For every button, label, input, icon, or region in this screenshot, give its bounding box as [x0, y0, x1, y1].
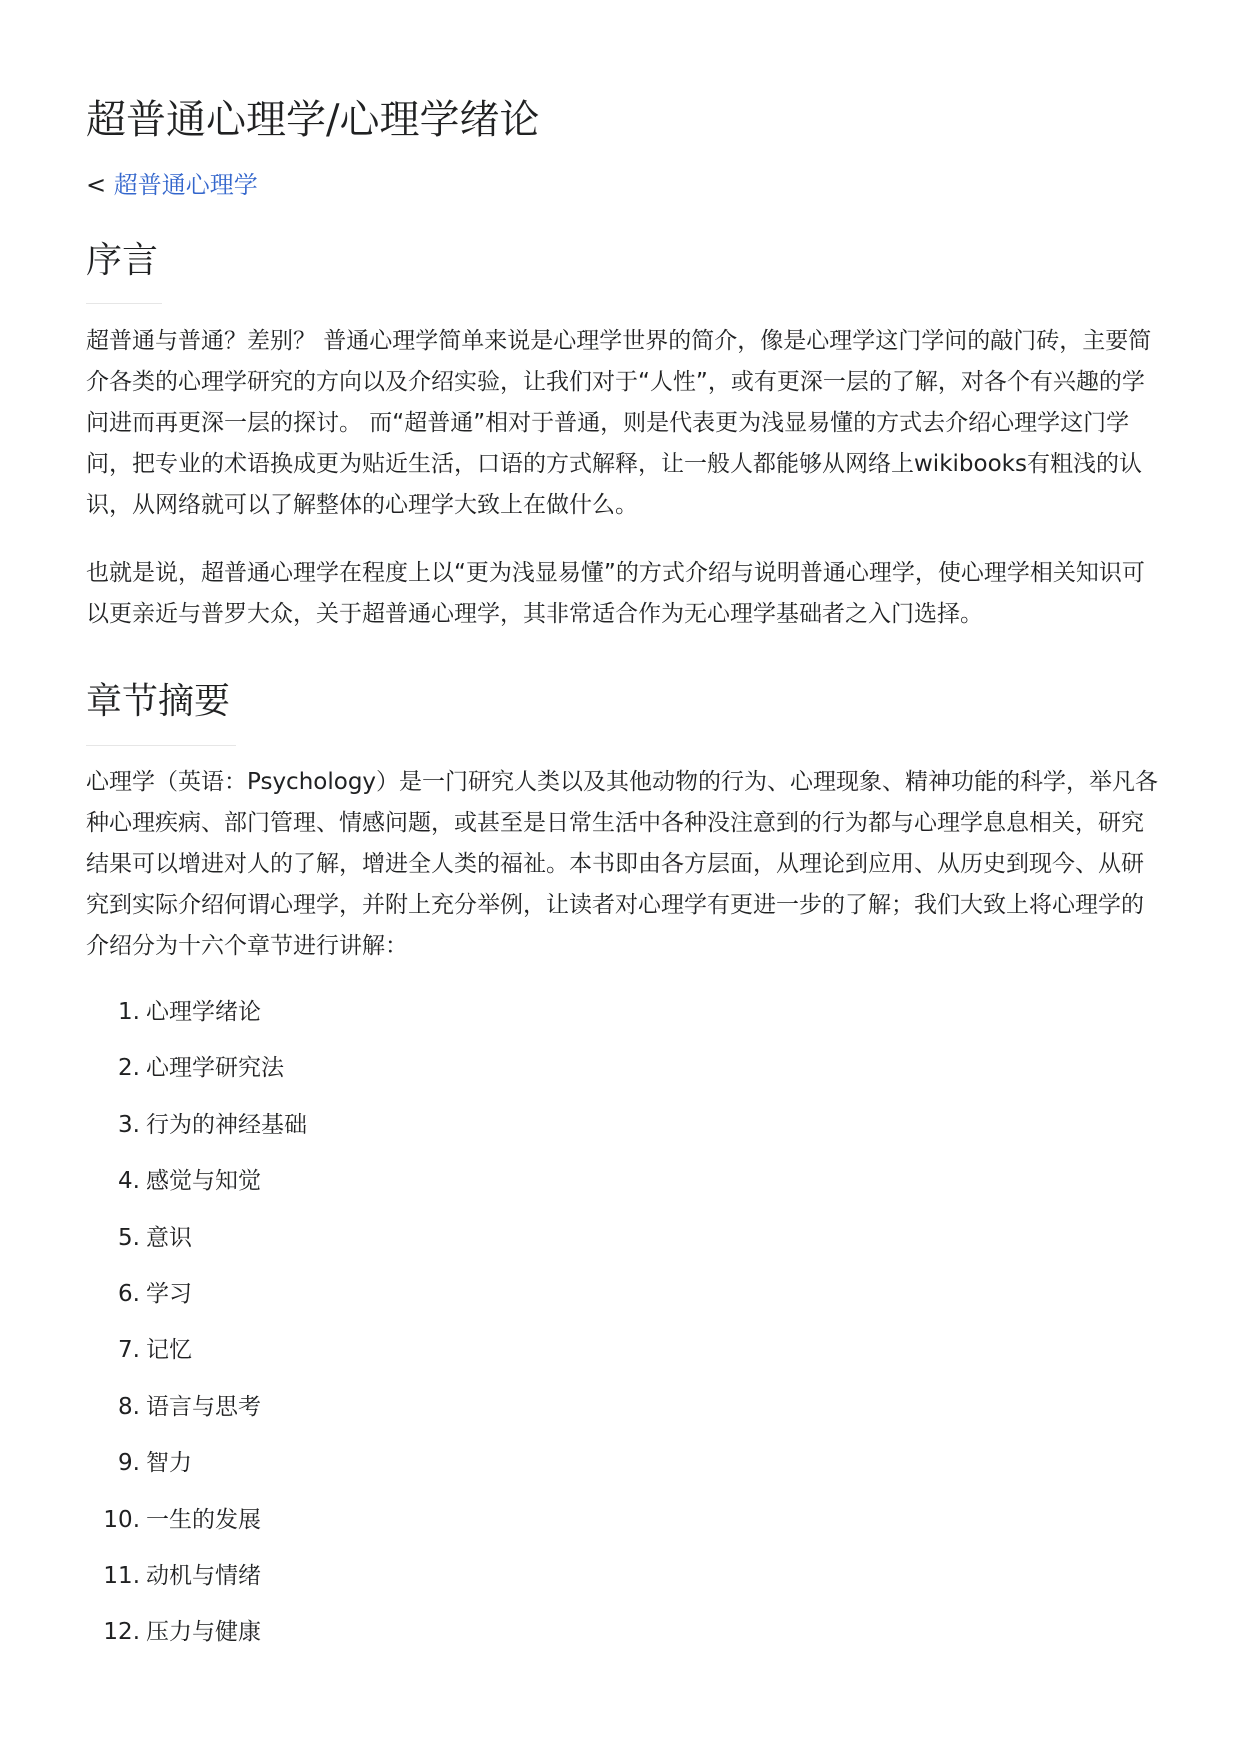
summary-paragraph: 心理学（英语：Psychology）是一门研究人类以及其他动物的行为、心理现象、精神功能的科学，举凡各种心理疾病、部门管理、情感问题，或甚至是日常生活中各种没注意到的行为都与心理学息息相关，研究结果可以增进对人的了解，增进全人类的福祉。本书即由各方层面，从理论到应用、从历史到现今、从研究到实际介绍何谓心理学，并附上充分举例，让读者对心理学有更进一步的了解；我们大致上将心理学的介绍分为十六个章节进行讲解：	[86, 769, 1159, 959]
chapter-item	[86, 1105, 307, 1161]
chapter-label: 动机与情绪	[146, 1562, 261, 1589]
breadcrumb-prefix: <	[86, 171, 114, 199]
chapter-label: 智力	[146, 1450, 192, 1477]
chapter-label: 心理学绪论	[146, 999, 261, 1025]
chapter-item	[86, 1161, 307, 1217]
breadcrumb	[86, 168, 258, 202]
chapter-label: 压力与健康	[146, 1619, 261, 1646]
chapter-label: 感觉与知觉	[146, 1168, 261, 1195]
chapter-number: 4.	[118, 1168, 140, 1195]
chapter-number: 1.	[118, 999, 140, 1025]
chapter-item	[86, 1048, 307, 1104]
section-heading-summary: 章节摘要	[86, 681, 231, 722]
chapter-number: 10.	[103, 1506, 140, 1533]
chapter-item	[86, 1443, 307, 1499]
chapter-label: 心理学研究法	[146, 1055, 284, 1082]
chapter-number: 2.	[118, 1055, 140, 1082]
chapter-label: 行为的神经基础	[146, 1111, 307, 1138]
chapter-number: 6.	[118, 1280, 140, 1307]
section-heading-preface: 序言	[86, 240, 159, 281]
chapter-number: 5.	[118, 1224, 140, 1251]
preface-paragraph-2: 也就是说，超普通心理学在程度上以“更为浅显易懂”的方式介绍与说明普通心理学，使心理学相关知识可以更亲近与普罗大众，关于超普通心理学，其非常适合作为无心理学基础者之入门选择。	[86, 560, 1145, 627]
chapter-item	[86, 992, 307, 1048]
chapter-number: 7.	[118, 1337, 140, 1364]
chapter-item	[86, 1218, 307, 1274]
chapter-number: 8.	[118, 1393, 140, 1420]
chapter-item	[86, 1500, 307, 1556]
breadcrumb-parent-link[interactable]: 超普通心理学	[113, 171, 258, 199]
chapter-number: 12.	[103, 1619, 140, 1646]
chapter-label: 一生的发展	[146, 1506, 261, 1533]
chapter-item	[86, 1387, 307, 1443]
chapter-number: 11.	[103, 1562, 140, 1589]
chapter-label: 语言与思考	[146, 1393, 261, 1420]
chapter-item	[86, 1612, 307, 1668]
chapter-item	[86, 1330, 307, 1386]
chapter-number: 3.	[118, 1111, 140, 1138]
section-divider	[86, 745, 236, 746]
chapter-item	[86, 1556, 307, 1612]
chapter-number: 9.	[118, 1450, 140, 1477]
preface-paragraph-1: 超普通与普通？差别？ 普通心理学简单来说是心理学世界的简介，像是心理学这门学问的敲门砖，主要简介各类的心理学研究的方向以及介绍实验，让我们对于“人性”，或有更深一层的了解，对各个有兴趣的学问进而再更深一层的探讨。 而“超普通”相对于普通，则是代表更为浅显易懂的方式去介绍心理学这门学问，把专业的术语换成更为贴近生活，口语的方式解释，让一般人都能够从网络上wikibooks有粗浅的认识，从网络就可以了解整体的心理学大致上在做什么。	[86, 328, 1152, 518]
chapter-label: 意识	[146, 1224, 192, 1251]
page-title: 超普通心理学/心理学绪论	[86, 97, 540, 143]
chapter-list	[86, 992, 307, 1669]
chapter-label: 记忆	[146, 1337, 192, 1364]
section-divider	[86, 303, 162, 304]
chapter-label: 学习	[146, 1280, 192, 1307]
chapter-item	[86, 1274, 307, 1330]
